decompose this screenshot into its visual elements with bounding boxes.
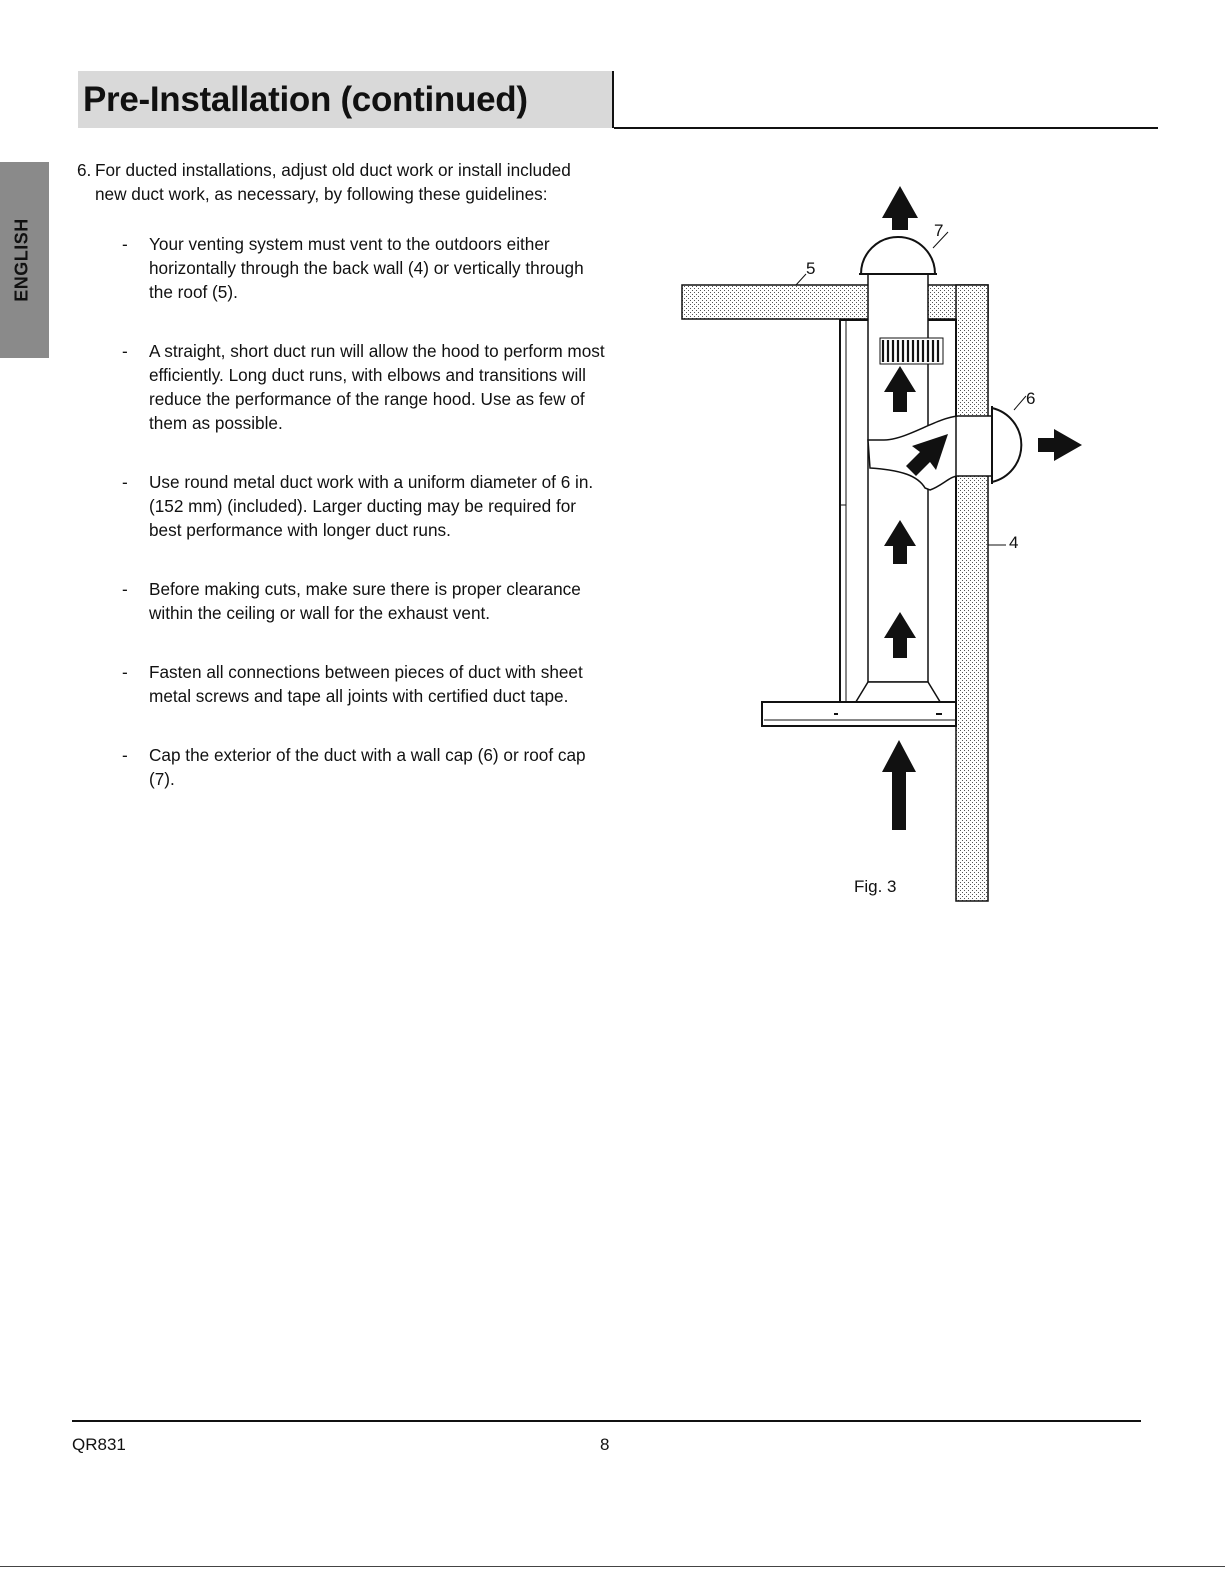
roof-slab: [682, 285, 988, 319]
callout-wall: 4: [1009, 533, 1019, 552]
arrow-up-icon: [882, 740, 916, 830]
bullet-text: Use round metal duct work with a uniform diameter of 6 in. (152 mm) (included). Larger ducting may be required for best performance with longer duct runs.: [149, 472, 594, 540]
list-item: [120, 470, 610, 542]
header-rule: [614, 127, 1158, 129]
guideline-list: [120, 232, 610, 826]
bullet-text: Fasten all connections between pieces of duct with sheet metal screws and tape all joints with certified duct tape.: [149, 662, 583, 706]
hood-canopy: [762, 702, 956, 726]
bullet-text: Cap the exterior of the duct with a wall cap (6) or roof cap (7).: [149, 745, 586, 789]
list-item: [120, 577, 610, 625]
footer-model-number: QR831: [72, 1435, 126, 1454]
bullet-text: A straight, short duct run will allow the hood to perform most efficiently. Long duct runs, with elbows and transitions will reduce the performance of the range hood. Use as few of them as possible.: [149, 341, 605, 433]
callout-roof: 5: [806, 259, 816, 278]
duct-installation-figure: [640, 170, 1100, 930]
language-tab-label: ENGLISH: [11, 218, 32, 302]
bullet-text: Before making cuts, make sure there is proper clearance within the ceiling or wall for the exhaust vent.: [149, 579, 581, 623]
bullet-dash: -: [122, 745, 128, 765]
list-item: [120, 660, 610, 708]
footer-rule: [72, 1420, 1141, 1422]
arrow-right-icon: [1038, 429, 1082, 461]
list-item: [120, 339, 610, 435]
bullet-dash: -: [122, 341, 128, 361]
list-item: [120, 743, 610, 791]
step-number: 6.: [77, 160, 92, 180]
back-wall: [956, 285, 988, 901]
page-edge-rule: [0, 1566, 1225, 1567]
chimney-grille: [880, 338, 943, 364]
page-number: 8: [600, 1435, 610, 1454]
roof-cap: [861, 237, 935, 274]
list-item: [120, 232, 610, 304]
bullet-dash: -: [122, 234, 128, 254]
figure-caption: Fig. 3: [854, 877, 897, 896]
step-6: [77, 158, 607, 206]
page-title: Pre-Installation (continued): [83, 80, 528, 119]
bullet-text: Your venting system must vent to the outdoors either horizontally through the back wall (4) or vertically through the roof (5).: [149, 234, 584, 302]
step-text: For ducted installations, adjust old duct work or install included new duct work, as necessary, by following these guidelines:: [95, 160, 571, 204]
bullet-dash: -: [122, 472, 128, 492]
callout-roof-cap: 7: [934, 221, 944, 240]
arrow-up-icon: [882, 186, 918, 230]
bullet-dash: -: [122, 662, 128, 682]
wall-cap: [992, 408, 1021, 482]
callout-wall-cap: 6: [1026, 389, 1036, 408]
bullet-dash: -: [122, 579, 128, 599]
